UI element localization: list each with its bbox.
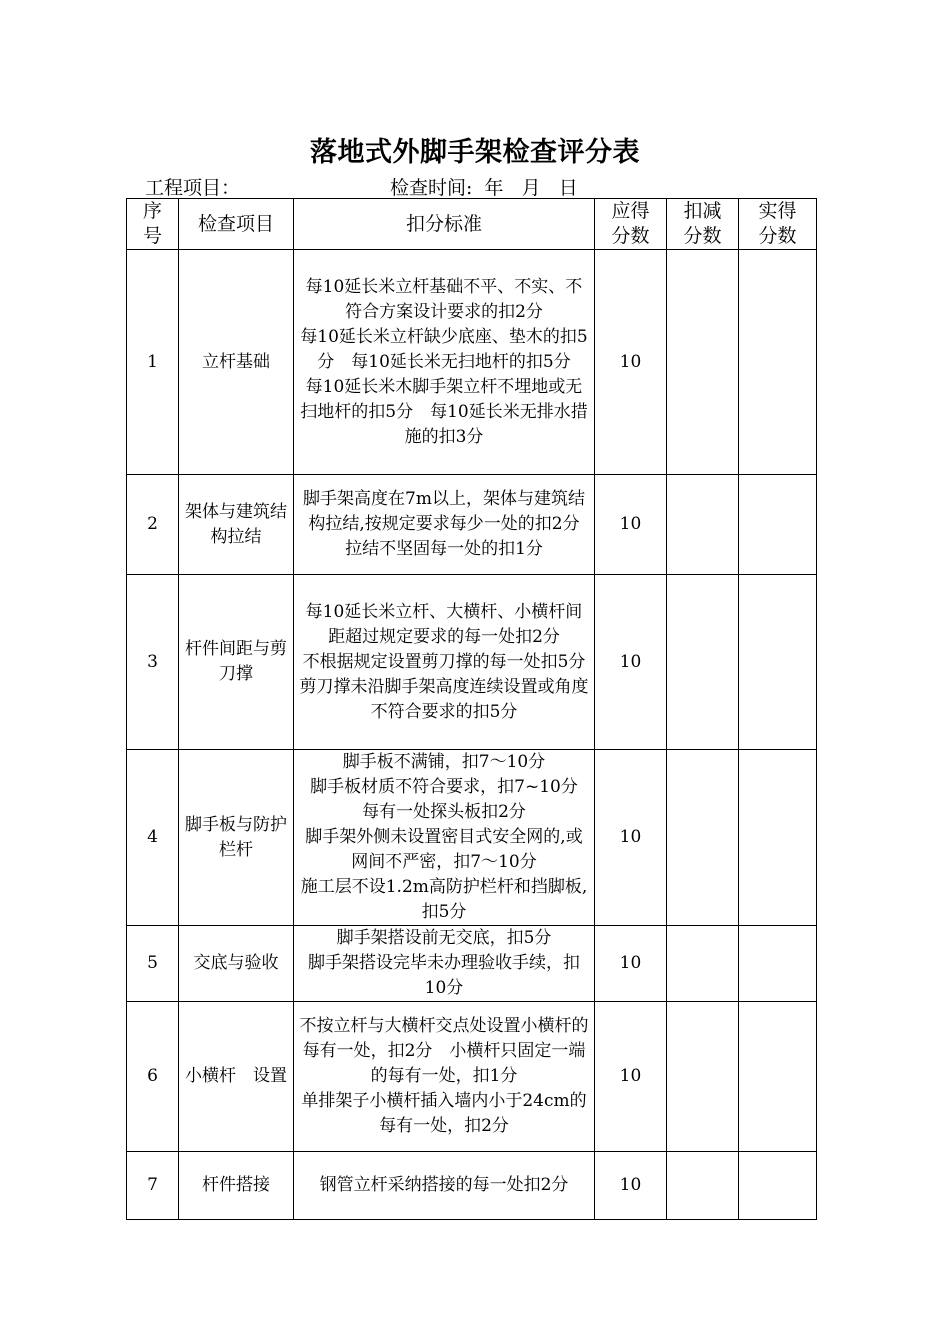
row-number: 3 bbox=[127, 575, 179, 750]
deducted-score bbox=[667, 926, 739, 1002]
deducted-score bbox=[667, 575, 739, 750]
criteria-line: 每10延长米立杆缺少底座、垫木的扣5分 每10延长米无扫地杆的扣5分 bbox=[300, 326, 588, 372]
table-row bbox=[127, 1002, 817, 1152]
criteria-line: 每10延长米立杆、大横杆、小横杆间距超过规定要求的每一处扣2分 bbox=[305, 601, 583, 647]
actual-score bbox=[739, 926, 817, 1002]
header-item: 检查项目 bbox=[179, 199, 294, 250]
inspection-time-label: 检查时间: 年 月 日 bbox=[390, 177, 578, 199]
deduction-criteria bbox=[294, 750, 595, 926]
row-number: 7 bbox=[127, 1152, 179, 1220]
criteria-line: 剪刀撑未沿脚手架高度连续设置或角度不符合要求的扣5分 bbox=[299, 676, 589, 722]
deduction-criteria bbox=[294, 250, 595, 475]
due-score: 10 bbox=[595, 250, 667, 475]
check-item: 脚手板与防护栏杆 bbox=[179, 750, 294, 926]
deduction-criteria bbox=[294, 475, 595, 575]
due-score: 10 bbox=[595, 926, 667, 1002]
deduction-criteria bbox=[294, 1002, 595, 1152]
actual-score bbox=[739, 250, 817, 475]
criteria-line: 不根据规定设置剪刀撑的每一处扣5分 bbox=[302, 651, 586, 672]
table-header-row bbox=[127, 199, 817, 250]
page-title: 落地式外脚手架检查评分表 bbox=[310, 137, 640, 168]
criteria-line: 拉结不坚固每一处的扣1分 bbox=[345, 539, 543, 559]
header-deduct-score: 扣减 分数 bbox=[667, 199, 739, 250]
check-item: 杆件搭接 bbox=[179, 1152, 294, 1220]
deducted-score bbox=[667, 750, 739, 926]
criteria-line: 钢管立杆采纳搭接的每一处扣2分 bbox=[319, 1175, 569, 1195]
deduction-criteria bbox=[294, 575, 595, 750]
deduction-criteria bbox=[294, 926, 595, 1002]
criteria-line: 脚手架搭设完毕未办理验收手续，扣10分 bbox=[308, 953, 580, 998]
criteria-line: 脚手架搭设前无交底，扣5分 bbox=[336, 928, 552, 948]
project-label: 工程项目： bbox=[145, 177, 241, 199]
deducted-score bbox=[667, 1152, 739, 1220]
actual-score bbox=[739, 1152, 817, 1220]
check-item: 架体与建筑结构拉结 bbox=[179, 475, 294, 575]
check-item: 立杆基础 bbox=[179, 250, 294, 475]
deduction-criteria bbox=[294, 1152, 595, 1220]
due-score: 10 bbox=[595, 750, 667, 926]
header-no: 序 号 bbox=[127, 199, 179, 250]
row-number: 2 bbox=[127, 475, 179, 575]
criteria-line: 每10延长米木脚手架立杆不埋地或无扫地杆的扣5分 每10延长米无排水措施的扣3分 bbox=[300, 376, 588, 447]
check-item: 交底与验收 bbox=[179, 926, 294, 1002]
deducted-score bbox=[667, 1002, 739, 1152]
criteria-line: 脚手架外侧未设置密目式安全网的,或网间不严密，扣7～10分 bbox=[305, 827, 583, 872]
criteria-line: 脚手板材质不符合要求，扣7~10分 每有一处探头板扣2分 bbox=[310, 777, 595, 822]
header-actual-score: 实得 分数 bbox=[739, 199, 817, 250]
table-row bbox=[127, 750, 817, 926]
table-row bbox=[127, 926, 817, 1002]
check-item: 小横杆 设置 bbox=[179, 1002, 294, 1152]
row-number: 4 bbox=[127, 750, 179, 926]
score-table bbox=[126, 198, 817, 1220]
row-number: 1 bbox=[127, 250, 179, 475]
criteria-line: 不按立杆与大横杆交点处设置小横杆的每有一处，扣2分 小横杆只固定一端的每有一处，扣1分 bbox=[299, 1016, 589, 1086]
actual-score bbox=[739, 575, 817, 750]
criteria-line: 脚手架高度在7m以上，架体与建筑结构拉结,按规定要求每少一处的扣2分 bbox=[303, 489, 585, 534]
criteria-line: 单排架子小横杆插入墙内小于24cm的每有一处，扣2分 bbox=[301, 1091, 587, 1136]
header-due-score: 应得 分数 bbox=[595, 199, 667, 250]
row-number: 5 bbox=[127, 926, 179, 1002]
due-score: 10 bbox=[595, 475, 667, 575]
criteria-line: 脚手板不满铺，扣7～10分 bbox=[342, 752, 546, 772]
row-number: 6 bbox=[127, 1002, 179, 1152]
table-row bbox=[127, 1152, 817, 1220]
table-row bbox=[127, 250, 817, 475]
actual-score bbox=[739, 475, 817, 575]
due-score: 10 bbox=[595, 575, 667, 750]
criteria-line: 每10延长米立杆基础不平、不实、不符合方案设计要求的扣2分 bbox=[305, 276, 583, 322]
actual-score bbox=[739, 1002, 817, 1152]
criteria-line: 施工层不设1.2m高防护栏杆和挡脚板,扣5分 bbox=[300, 877, 588, 922]
deducted-score bbox=[667, 250, 739, 475]
actual-score bbox=[739, 750, 817, 926]
deducted-score bbox=[667, 475, 739, 575]
check-item: 杆件间距与剪刀撑 bbox=[179, 575, 294, 750]
header-criteria: 扣分标准 bbox=[294, 199, 595, 250]
due-score: 10 bbox=[595, 1152, 667, 1220]
table-row bbox=[127, 475, 817, 575]
due-score: 10 bbox=[595, 1002, 667, 1152]
table-row bbox=[127, 575, 817, 750]
